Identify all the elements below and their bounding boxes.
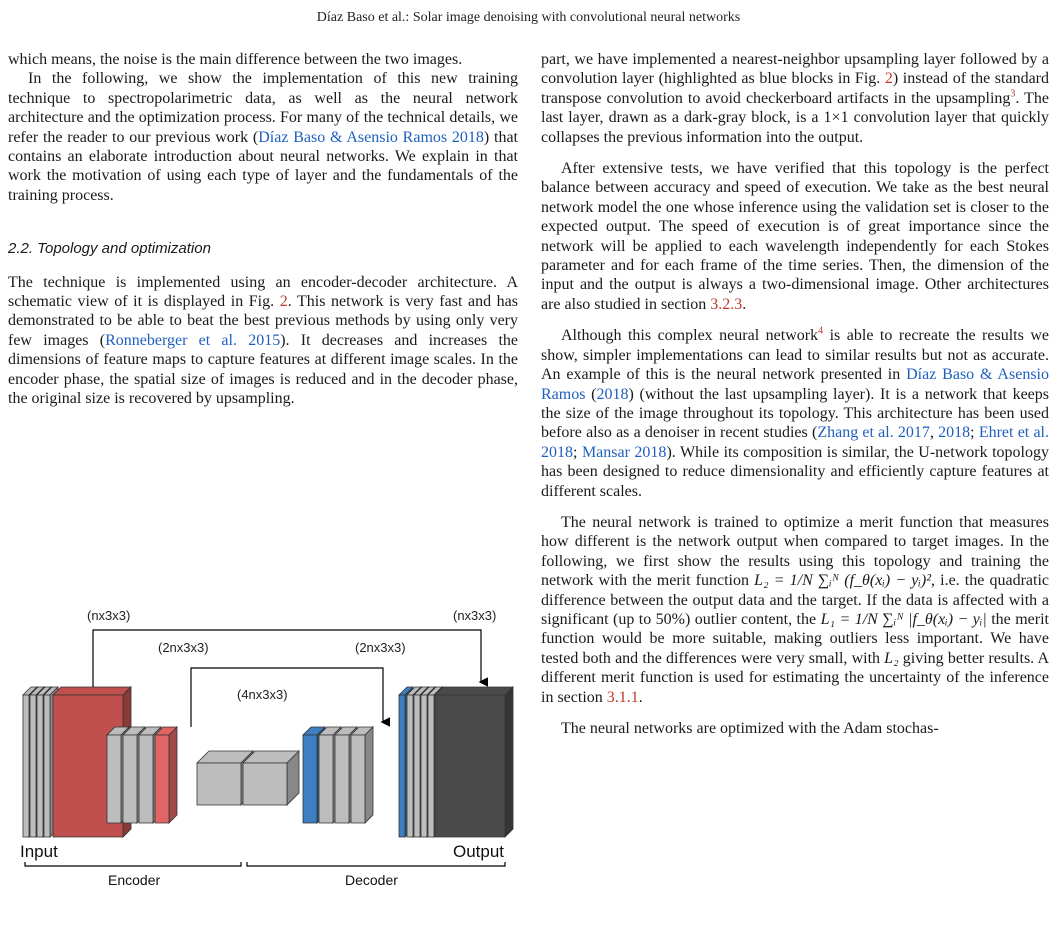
cross-reference-link[interactable]: 2 [279,293,288,311]
paragraph [8,69,518,205]
skip-connection-level1 [93,630,481,687]
text-run: , [929,424,939,442]
cross-reference-link[interactable]: 2 [884,70,893,88]
citation-link[interactable]: Mansar 2018 [581,443,667,461]
citation-link[interactable]: Zhang et al. 2017 [817,424,930,442]
bottleneck-layer [243,751,299,805]
cross-reference-link[interactable]: 3.2.3 [710,295,743,313]
paragraph [8,50,518,69]
cross-reference-link[interactable]: 3.1.1 [606,688,639,706]
label-decoder: Decoder [345,872,398,888]
label-outer-right: (nx3x3) [453,608,497,623]
cross-reference-link[interactable]: 3 [1010,88,1016,100]
text-run: ). It decreases and increases the dimensions of feature maps to capture features at different image scales. In the encoder phase, the spatial size of images is reduced and in the decoder phase, the original size is recovered by upsampling. [8,331,519,408]
text-run: , i.e. the quadratic difference between the output data and the target. If the data is affected with a significant (up to 50%) outlier content, the [541,572,1049,628]
text-run: which means, the noise is the main difference between the two images. [8,51,463,68]
text-run: . [742,295,747,313]
text-run: Although this complex neural network [561,327,819,345]
math-expression: L₂ [884,649,899,667]
label-outer-left: (nx3x3) [87,608,131,623]
decoder-level1-layer [435,687,513,837]
citation-link[interactable]: Ronneberger et al. 2015 [105,331,281,349]
running-head: Díaz Baso et al.: Solar image denoising with convolutional neural networks [316,10,741,25]
math-expression: L₂ = 1/N ∑ᵢᴺ (f_θ(xᵢ) − yᵢ)² [754,572,931,590]
paragraph [541,326,1049,501]
text-run: . [638,688,643,706]
text-run: ) instead of the standard transpose convolution to avoid checkerboard artifacts in the upsampling [541,70,1050,107]
label-bottom: (4nx3x3) [237,687,288,702]
text-run: . The last layer, drawn as a dark-gray block, is a 1×1 convolution layer that quickly collapses the previous information into the output. [541,89,1049,146]
label-mid-right: (2nx3x3) [355,640,406,655]
text-run: The neural network is trained to optimize a merit function that measures how different is the network output when compared to target images. In the following, we first show the results using this topology and training the network with the merit function [541,513,1049,590]
text-run: After extensive tests, we have verified that this topology is the perfect balance between accuracy and speed of execution. We take as the best neural network model the one whose inference using the validation set is closer to the expected output. The speed of execution is of great importance since the network will be applied to each wavelength independently for each Stokes parameter and for each frame of the time series. Then, the dimension of the input and the output is always a two-dimensional image. Other architectures are also studied in section [541,160,1049,313]
decoder-level2-layer [351,727,373,823]
paragraph [541,159,1049,314]
unet-diagram [15,608,515,888]
paragraph [541,719,1049,738]
label-mid-left: (2nx3x3) [158,640,209,655]
paragraph [541,50,1049,147]
encoder-level2-layer [155,727,177,823]
citation-link[interactable]: Díaz Baso & Asensio Ramos [541,366,1049,403]
math-expression: L₁ = 1/N ∑ᵢᴺ |f_θ(xᵢ) − yᵢ| [820,610,987,628]
label-input: Input [20,842,58,861]
text-run: In the following, we show the implementation of this new training technique to spectropolarimetric data, as well as the neural network architecture and the optimization process. For many of the technical details, we refer the reader to our previous work ( [8,70,518,146]
text-run: ; [970,424,979,442]
label-encoder: Encoder [108,872,161,888]
citation-link[interactable]: Díaz Baso & Asensio Ramos 2018 [258,128,484,146]
text-run: ). While its composition is similar, the U-network topology has been designed to reduce dimensionality and efficiently capture features at different scales. [541,443,1050,500]
unet-architecture-figure [15,608,515,888]
citation-link[interactable]: Ehret et al. 2018 [541,424,1050,461]
text-run: the merit function would be more suitable, making outliers less important. We have tested both and the differences were very small, with [541,610,1050,667]
text-run: ) (without the last upsampling layer). It is a network that keeps the size of the image throughout its topology. This architecture has been used before also as a denoiser in recent studies ( [541,385,1049,442]
text-run: part, we have implemented a nearest-neighbor upsampling layer followed by a convolution layer (highlighted as blue blocks in Fig. [541,51,1049,88]
text-run: giving better results. A different merit function is used for estimating the uncertainty of the inference in section [541,649,1049,706]
section-heading: 2.2. Topology and optimization [8,240,211,258]
encoder-decoder-brackets [25,862,505,866]
text-run: is able to recreate the results we show, simpler implementations can lead to similar results but not as accurate. An example of this is the neural network presented in [541,327,1049,384]
citation-link[interactable]: 2018 [938,424,971,442]
label-output: Output [453,842,505,861]
text-run: ) that contains an elaborate introduction about neural networks. We explain in that work the motivation of using each type of layer and the fundamentals of the training process. [8,128,519,204]
text-run: . This network is very fast and has demonstrated to be able to beat the best previous methods by using only very few images ( [8,293,518,349]
right-column [541,50,1049,738]
text-run: The technique is implemented using an encoder-decoder architecture. A schematic view of it is displayed in Fig. [8,273,518,311]
text-run: ( [585,385,597,403]
paragraph [541,513,1049,707]
text-run: ; [573,443,582,461]
text-run: The neural networks are optimized with the Adam stochas- [561,720,939,737]
citation-link[interactable]: 2018 [596,385,629,403]
left-column [8,50,518,409]
paragraph [8,273,518,409]
layer-blocks [23,687,513,837]
cross-reference-link[interactable]: 4 [818,325,824,337]
